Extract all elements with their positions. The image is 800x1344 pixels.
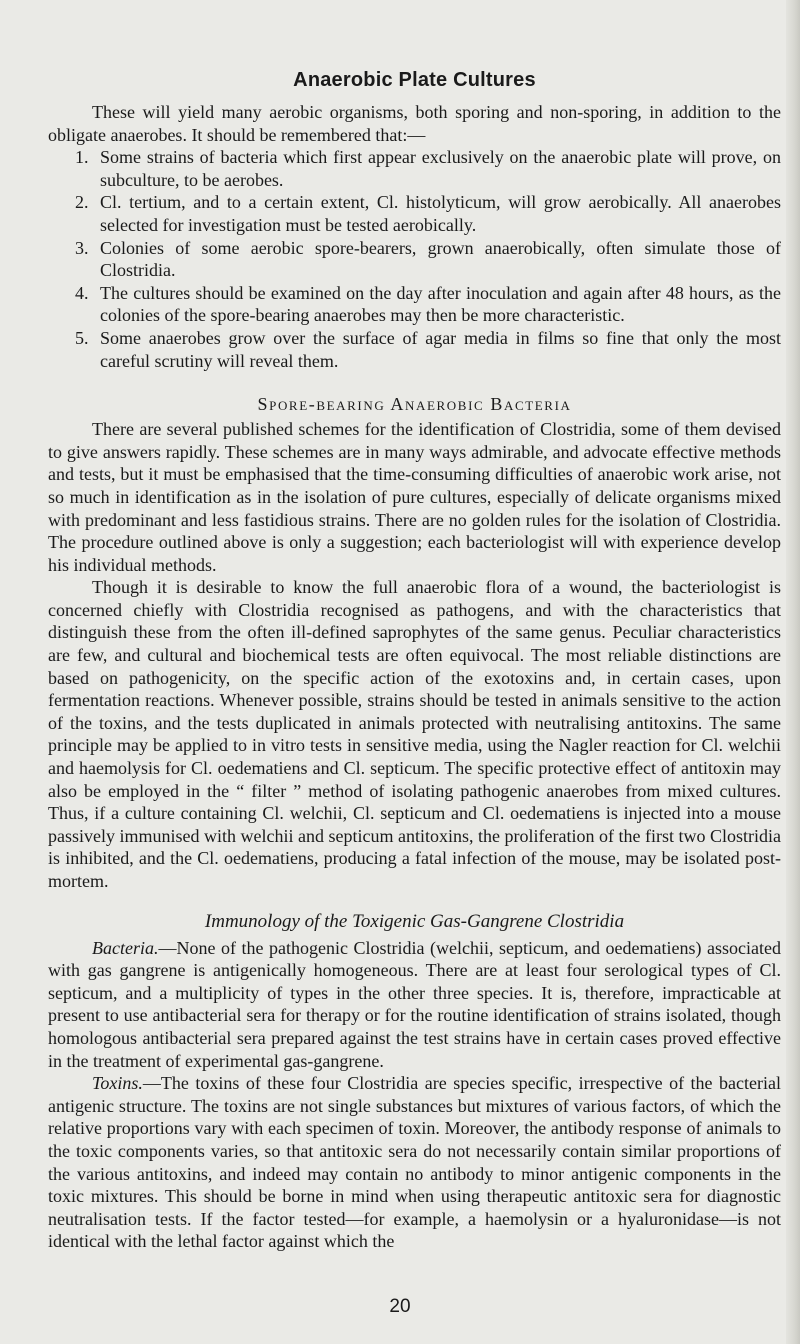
section-heading: Spore-bearing Anaerobic Bacteria [257, 394, 572, 415]
page-number: 20 [389, 1296, 411, 1317]
list-item-text: Cl. tertium, and to a certain extent, Cl. histolyticum, will grow aerobically. All anaerobes selected for investigation must be tested aerobically. [100, 192, 781, 235]
bacteria-paragraph [48, 937, 781, 1073]
running-head: Anaerobic Plate Cultures [293, 69, 536, 91]
body-paragraph: There are several published schemes for the identification of Clostridia, some of them devised to give answers rapidly. These schemes are in many ways admirable, and advocate effective methods and tests, but it must be emphasised that the time-consuming difficulties of anaerobic work arise, not so much in identification as in the isolation of pure cultures, especially of delicate organisms mixed with predominant and less fastidious strains. There are no golden rules for the isolation of Clostridia. The procedure outlined above is only a suggestion; each bacteriologist will with experience develop his individual methods. [48, 419, 781, 575]
numbered-points [48, 146, 781, 372]
list-item-number: 2. [75, 192, 89, 213]
paragraph-text: —None of the pathogenic Clostridia (welchii, septicum, and oedematiens) associated with gas gangrene is antigenically homogeneous. There are at least four serological types of Cl. septicum, and a multiplicity of types in the other three species. It is, therefore, impracticable at present to use antibacterial sera for therapy or for the routine identification of strains isolated, though homologous antibacterial sera prepared against the test strains have in certain cases proved effective in the treatment of experimental gas-gangrene. [48, 937, 781, 1071]
list-item-number: 1. [75, 147, 89, 168]
list-item-text: Colonies of some aerobic spore-bearers, grown anaerobically, often simulate those of Clostridia. [100, 237, 781, 281]
subsection-heading: Immunology of the Toxigenic Gas-Gangrene Clostridia [204, 910, 625, 932]
body-paragraph: Though it is desirable to know the full anaerobic flora of a wound, the bacteriologist is concerned chiefly with Clostridia recognised as pathogens, and with the characteristics that distinguish these from the often ill-defined saprophytes of the same genus. Peculiar characteristics are few, and cultural and biochemical tests are often equivocal. The most reliable distinctions are based on pathogenicity, on the specific action of the exotoxins and, in certain cases, upon fermentation reactions. Whenever possible, strains should be tested in animals sensitive to the action of the toxins, and the tests duplicated in animals protected with neutralising antitoxins. The same principle may be applied to in vitro tests in sensitive media, using the Nagler reaction for Cl. welchii and haemolysis for Cl. oedematiens and Cl. septicum. The specific protective effect of antitoxin may also be employed in the “ filter ” method of isolating pathogenic anaerobes from mixed cultures. Thus, if a culture containing Cl. welchii, Cl. septicum and Cl. oedematiens is injected into a mouse passively immunised with welchii and septicum antitoxins, the proliferation of the first two Clostridia is inhibited, and the Cl. oedematiens, producing a fatal infection of the mouse, may be isolated post-mortem. [48, 577, 781, 891]
list-item [48, 237, 781, 282]
list-item-text: The cultures should be examined on the day after inoculation and again after 48 hours, as the colonies of the spore-bearing anaerobes may then be more characteristic. [100, 282, 781, 326]
toxins-paragraph [48, 1072, 781, 1253]
list-item-number: 4. [75, 282, 89, 303]
list-item [48, 282, 781, 327]
list-item [48, 146, 781, 191]
list-item-text: Some strains of bacteria which first appear exclusively on the anaerobic plate will prove, on subculture, to be aerobes. [100, 147, 781, 190]
page-edge-shadow [786, 0, 800, 1344]
runin-heading: Bacteria. [92, 937, 159, 958]
runin-heading: Toxins. [92, 1073, 143, 1094]
page-body [48, 68, 781, 1253]
list-item-text: Some anaerobes grow over the surface of agar media in films so fine that only the most careful scrutiny will reveal them. [100, 327, 781, 371]
paragraph-text: —The toxins of these four Clostridia are species specific, irrespective of the bacterial antigenic structure. The toxins are not single substances but mixtures of various factors, of which the relative proportions vary with each specimen of toxin. Moreover, the antibody response of animals to the toxic components varies, so that antitoxic sera do not necessarily contain similar proportions of the various antitoxins, and indeed may contain no antibody to minor antigenic components in the toxic mixtures. This should be borne in mind when using therapeutic antitoxic sera for diagnostic neutralisation tests. If the factor tested—for example, a haemolysin or a hyaluronidase—is not identical with the lethal factor against which the [48, 1073, 781, 1252]
list-item-number: 3. [75, 237, 89, 258]
list-item [48, 191, 781, 236]
list-item-number: 5. [75, 327, 89, 348]
intro-paragraph: These will yield many aerobic organisms, both sporing and non-sporing, in addition to the obligate anaerobes. It should be remembered that:— [48, 102, 781, 145]
list-item [48, 327, 781, 372]
